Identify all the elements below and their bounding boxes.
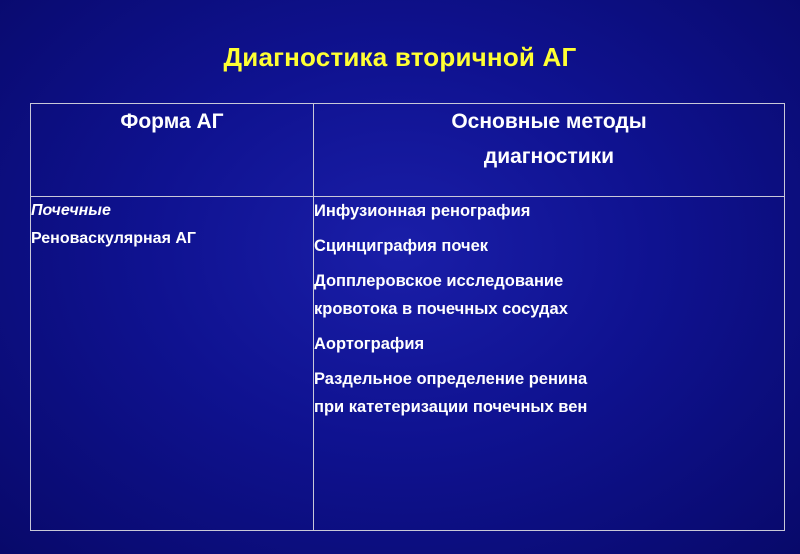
method-item [314, 267, 784, 323]
slide-title: Диагностика вторичной АГ [223, 42, 577, 72]
header-methods [314, 104, 785, 197]
method-line: Инфузионная ренография [314, 202, 531, 220]
method-line: Допплеровское исследование [314, 272, 564, 290]
method-item [314, 365, 784, 421]
method-line: Раздельное определение ренина [314, 370, 588, 388]
method-line: Аортография [314, 335, 425, 353]
form-name: Реноваскулярная АГ [31, 230, 196, 247]
header-form [31, 104, 314, 197]
header-methods-line1: Основные методы [451, 110, 647, 133]
form-cell [31, 197, 314, 531]
header-methods-line2: диагностики [483, 145, 615, 168]
method-line: при катетеризации почечных вен [314, 398, 588, 416]
table-header-row [31, 104, 785, 197]
method-line: кровотока в почечных сосудах [314, 300, 568, 318]
category-label: Почечные [31, 202, 111, 219]
table-row [31, 197, 785, 531]
method-item [314, 232, 784, 260]
method-item [314, 197, 784, 225]
method-line: Сцинциграфия почек [314, 237, 489, 255]
method-item [314, 330, 784, 358]
header-form-label: Форма АГ [120, 110, 224, 133]
methods-cell [314, 197, 785, 531]
diagnostics-table [30, 103, 785, 531]
